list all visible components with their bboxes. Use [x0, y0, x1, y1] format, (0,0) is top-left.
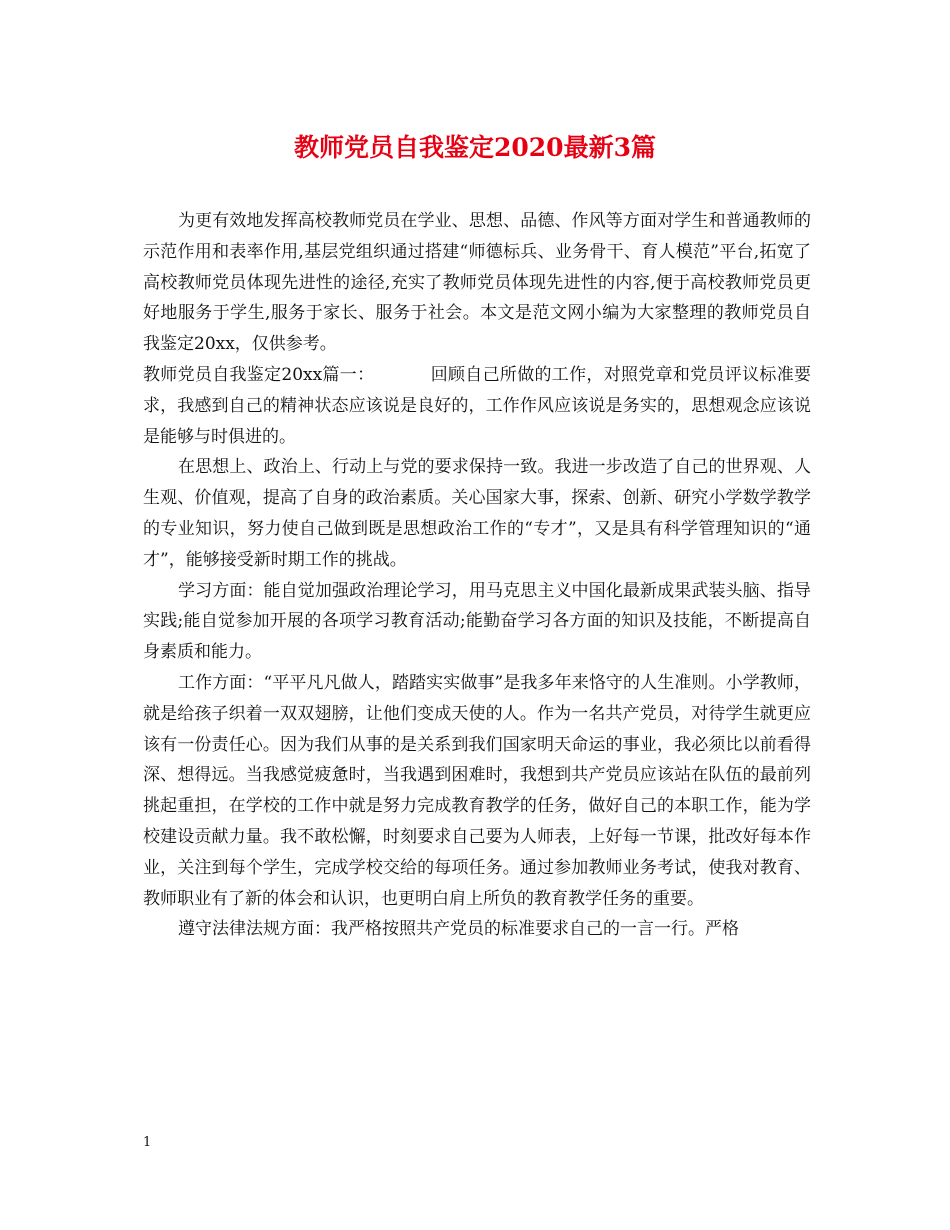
document-body: [143, 206, 811, 945]
body-paragraph-4: 遵守法律法规方面：我严格按照共产党员的标准要求自己的一言一行。严格: [178, 919, 739, 940]
body-paragraph-1: 在思想上、政治上、行动上与党的要求保持一致。我进一步改造了自己的世界观、人生观、价值观，提高了自身的政治素质。关心国家大事，探索、创新、研究小学数学教学的专业知识，努力使自己做到既是思想政治工作的“专才”，又是具有科学管理知识的“通才”，能够接受新时期工作的挑战。: [143, 457, 811, 570]
page-number: 1: [143, 1135, 152, 1150]
document-title: 教师党员自我鉴定2020最新3篇: [294, 133, 656, 162]
intro-paragraph: 为更有效地发挥高校教师党员在学业、思想、品德、作风等方面对学生和普通教师的示范作用和表率作用,基层党组织通过搭建“师德标兵、业务骨干、育人模范”平台,拓宽了高校教师党员体现先进性的途径,充实了教师党员体现先进性的内容,便于高校教师党员更好地服务于学生,服务于家长、服务于社会。本文是范文网小编为大家整理的教师党员自我鉴定20xx，仅供参考。: [143, 211, 811, 355]
section-paragraph: [143, 360, 811, 452]
section-first-text: 回顾自己所做的工作，对照党章和党员评议标准要求，我感到自己的精神状态应该说是良好的，工作作风应该说是务实的，思想观念应该说是能够与时俱进的。: [143, 364, 811, 447]
section-heading: 教师党员自我鉴定20xx篇一：: [143, 364, 375, 385]
body-paragraph-2: 学习方面：能自觉加强政治理论学习，用马克思主义中国化最新成果武装头脑、指导实践;能自觉参加开展的各项学习教育活动;能勤奋学习各方面的知识及技能，不断提高自身素质和能力。: [143, 580, 811, 663]
body-paragraph-3: 工作方面：“平平凡凡做人，踏踏实实做事”是我多年来恪守的人生准则。小学教师，就是给孩子织着一双双翅膀，让他们变成天使的人。作为一名共产党员，对待学生就更应该有一份责任心。因为我们从事的是关系到我们国家明天命运的事业，我必须比以前看得深、想得远。当我感觉疲惫时，当我遇到困难时，我想到共产党员应该站在队伍的最前列挑起重担，在学校的工作中就是努力完成教育教学的任务，做好自己的本职工作，能为学校建设贡献力量。我不敢松懈，时刻要求自己要为人师表，上好每一节课，批改好每本作业，关注到每个学生，完成学校交给的每项任务。通过参加教师业务考试，使我对教育、教师职业有了新的体会和认识，也更明白肩上所负的教育教学任务的重要。: [143, 672, 811, 909]
